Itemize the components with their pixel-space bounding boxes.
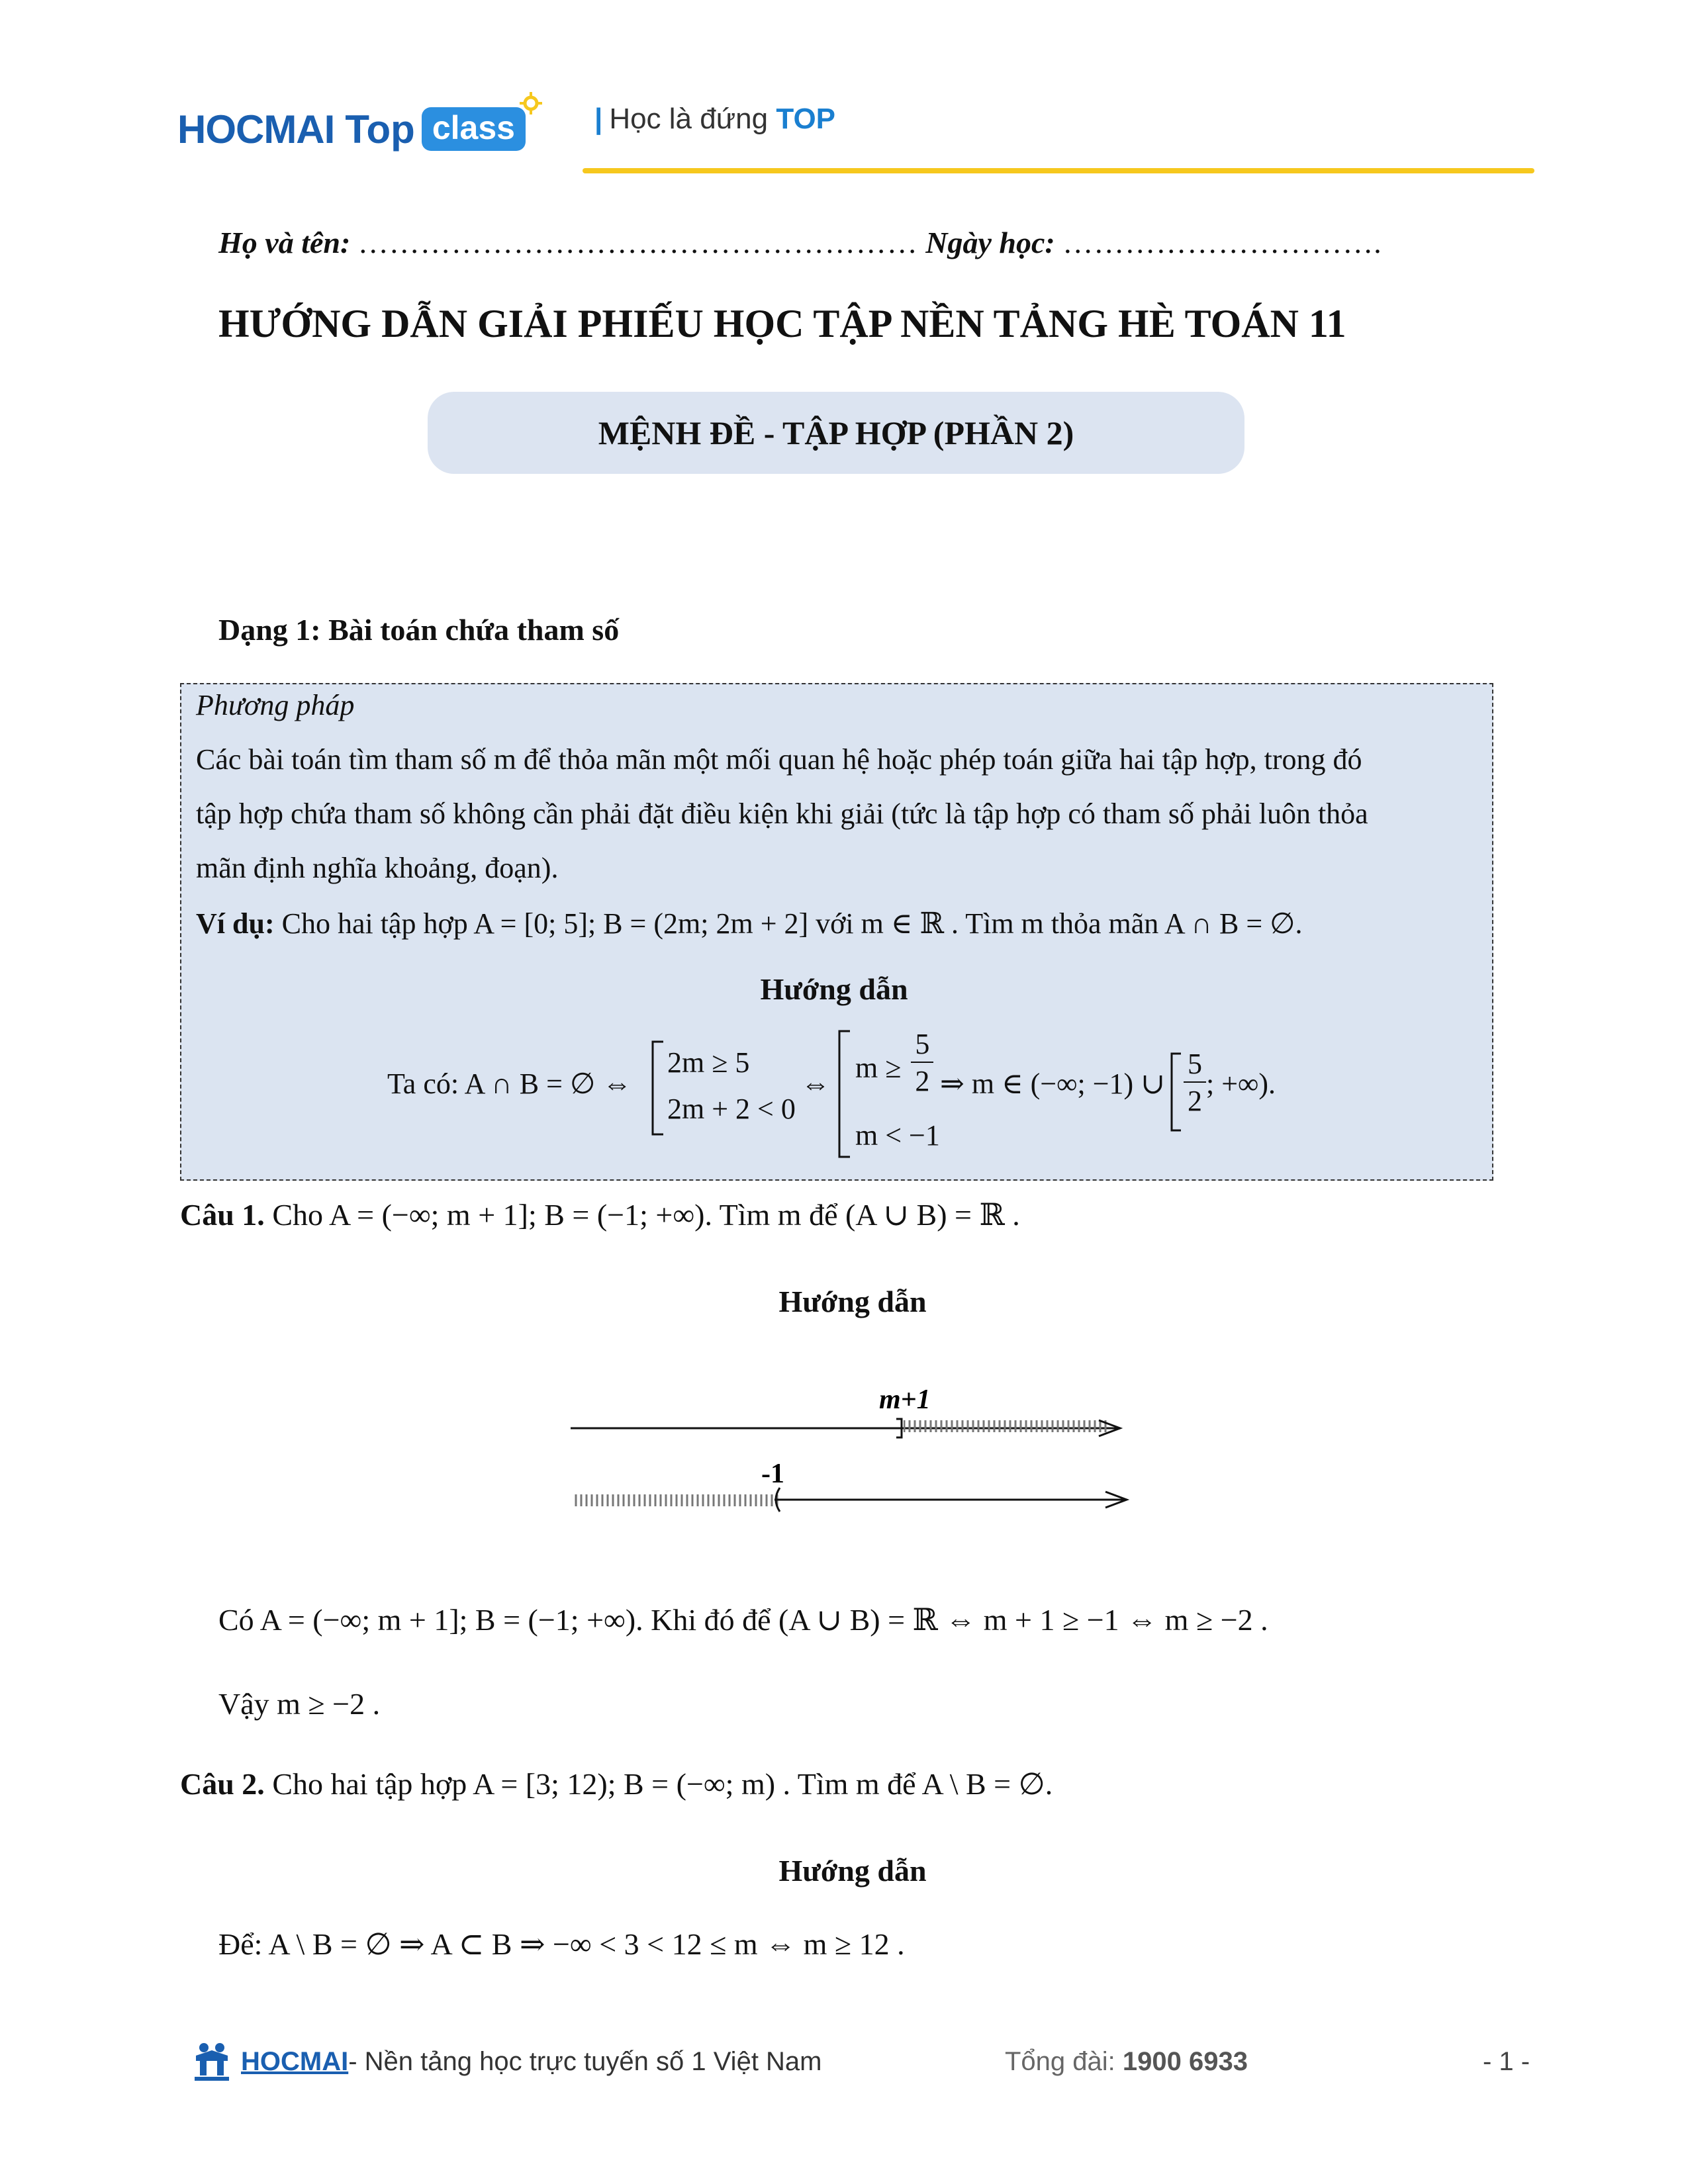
question-2-guide-heading: Hướng dẫn <box>778 1854 927 1888</box>
case2-b: m < −1 <box>855 1119 940 1152</box>
name-label: Họ và tên: <box>218 226 351 259</box>
result-prefix: ⇒ m ∈ (−∞; −1) ∪ <box>940 1068 1166 1100</box>
question-1-text: Cho A = (−∞; m + 1]; B = (−1; +∞). Tìm m để (A ∪ B) = ℝ . <box>264 1198 1020 1232</box>
top-hatch <box>904 1420 1109 1432</box>
date-label: Ngày học: <box>925 226 1055 259</box>
question-2-solution: Để: A \ B = ∅ ⇒ A ⊂ B ⇒ −∞ < 3 < 12 ≤ m ⇔ m ≥ 12 . <box>218 1927 905 1961</box>
question-2 <box>180 1766 1053 1801</box>
question-2-text: Cho hai tập hợp A = [3; 12); B = (−∞; m) . Tìm m để A \ B = ∅. <box>264 1767 1053 1801</box>
example-label: Ví dụ: <box>196 907 275 940</box>
number-line-diagram <box>569 1377 1139 1522</box>
method-line-2: tập hợp chứa tham số không cần phải đặt điều kiện khi giải (tức là tập hợp có tham số phải luôn thỏa <box>196 797 1368 830</box>
example-solution-prefix: Ta có: A ∩ B = ∅ ⇔ <box>387 1068 632 1100</box>
top-label: m+1 <box>879 1385 931 1415</box>
tagline-top: TOP <box>776 103 836 135</box>
sun-icon <box>519 91 543 115</box>
question-1-conclusion: Vậy m ≥ −2 . <box>218 1687 381 1721</box>
question-1-label: Câu 1. <box>180 1198 265 1232</box>
method-line-1: Các bài toán tìm tham số m để thỏa mãn một mối quan hệ hoặc phép toán giữa hai tập hợp, trong đó <box>196 743 1362 776</box>
result-fraction-denominator: 2 <box>1188 1085 1202 1117</box>
equiv-sign: ⇔ <box>801 1068 830 1100</box>
footer-text: - Nền tảng học trực tuyến số 1 Việt Nam <box>348 2046 822 2076</box>
result-fraction-box <box>1184 1050 1206 1116</box>
result-fraction-numerator: 5 <box>1184 1050 1206 1083</box>
question-1 <box>180 1197 1020 1232</box>
case2-a <box>855 1028 933 1097</box>
page-number: - 1 - <box>1483 2047 1530 2076</box>
case1-a: 2m ≥ 5 <box>667 1046 750 1079</box>
page-title: HƯỚNG DẪN GIẢI PHIẾU HỌC TẬP NỀN TẢNG HÈ TOÁN 11 <box>218 302 1346 345</box>
question-1-solution: Có A = (−∞; m + 1]; B = (−1; +∞). Khi đó để (A ∪ B) = ℝ ⇔ m + 1 ≥ −1 ⇔ m ≥ −2 . <box>218 1603 1268 1637</box>
bracket-left-1 <box>649 1040 669 1136</box>
example-guide-heading: Hướng dẫn <box>760 972 908 1006</box>
example-text: Cho hai tập hợp A = [0; 5]; B = (2m; 2m + 2] với m ∈ ℝ . Tìm m thỏa mãn A ∩ B = ∅. <box>274 907 1303 940</box>
case2-a-text: m ≥ <box>855 1052 902 1085</box>
logo-class-text: class <box>432 109 515 146</box>
logo-class-badge <box>422 107 526 151</box>
section-heading: Dạng 1: Bài toán chứa tham số <box>218 613 620 647</box>
fraction-denominator: 2 <box>915 1065 930 1097</box>
bottom-hatch <box>573 1494 778 1506</box>
method-line-3: mãn định nghĩa khoảng, đoạn). <box>196 852 559 884</box>
footer-brand-link[interactable]: HOCMAI <box>241 2046 349 2076</box>
header-divider <box>583 168 1534 173</box>
topic-banner <box>428 392 1244 474</box>
name-date-row <box>218 225 1382 260</box>
question-2-label: Câu 2. <box>180 1767 265 1801</box>
topic-title: MỆNH ĐỀ - TẬP HỢP (PHẦN 2) <box>598 414 1074 451</box>
logo-main-text: HOCMAI <box>177 107 335 152</box>
fraction-numerator: 5 <box>911 1030 933 1063</box>
name-blank: ……………………………………………… <box>357 226 918 259</box>
tagline-divider: | <box>594 103 603 135</box>
date-blank: …………………………. <box>1062 226 1382 259</box>
logo-top-text: Top <box>345 107 415 152</box>
hotline-number: 1900 6933 <box>1122 2047 1248 2076</box>
bracket-left-2 <box>835 1030 855 1158</box>
footer <box>192 2038 822 2085</box>
example-line <box>196 907 1302 940</box>
bracket-closed-left <box>1168 1052 1184 1132</box>
tagline-prefix: Học là đứng <box>609 103 769 135</box>
question-1-guide-heading: Hướng dẫn <box>778 1285 927 1318</box>
result-fraction <box>1184 1050 1206 1116</box>
hocmai-logo-icon <box>192 2041 232 2082</box>
result-suffix: ; +∞). <box>1206 1068 1276 1100</box>
method-heading: Phương pháp <box>196 689 355 721</box>
footer-hotline <box>1005 2047 1248 2077</box>
header-tagline <box>594 103 835 136</box>
brand-logo <box>177 99 526 159</box>
hotline-label: Tổng đài: <box>1005 2047 1115 2076</box>
bottom-label: -1 <box>761 1459 784 1489</box>
fraction-5-2 <box>911 1030 933 1096</box>
case1-b: 2m + 2 < 0 <box>667 1093 796 1125</box>
